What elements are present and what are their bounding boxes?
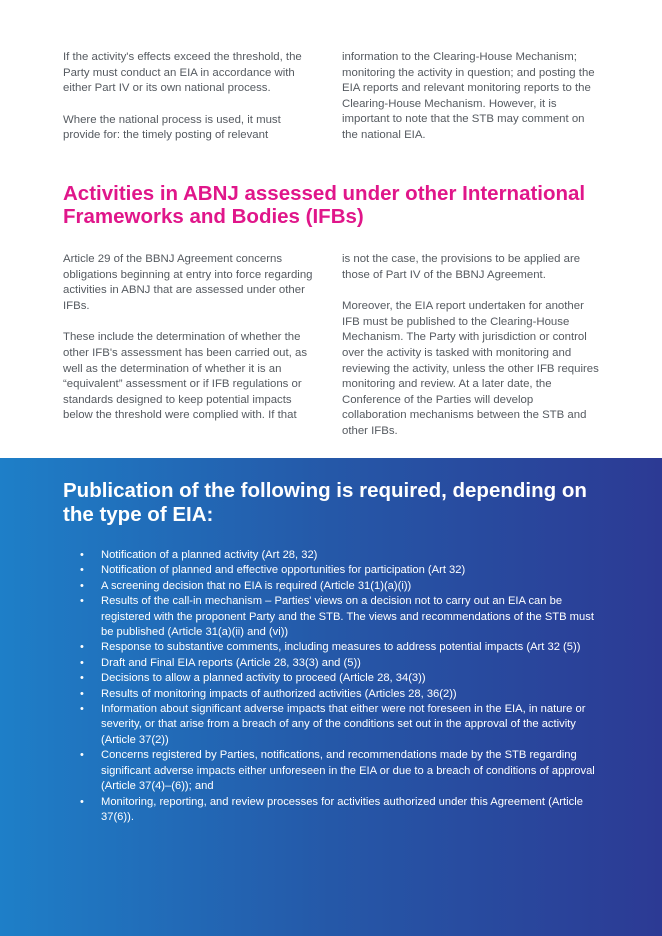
- list-item: [80, 594, 595, 640]
- publication-panel: [0, 458, 662, 936]
- intro-columns: [63, 50, 599, 144]
- paragraph: is not the case, the provisions to be applied are those of Part IV of the BBNJ Agreement.: [342, 253, 581, 281]
- list-item: [80, 748, 595, 794]
- list-item-text: Concerns registered by Parties, notifications, and recommendations made by the STB regarding significant adverse impacts either unforeseen in the EIA or due to a breach of conditions of approval (Article 37(4)–(6)); and: [101, 749, 595, 793]
- section-heading-ifb: Activities in ABNJ assessed under other International Frameworks and Bodies (IFBs): [63, 182, 586, 228]
- bullet-icon: •: [80, 672, 84, 685]
- list-item: [80, 656, 595, 671]
- list-item-text: Notification of a planned activity (Art 28, 32): [101, 549, 318, 561]
- list-item-text: Response to substantive comments, including measures to address potential impacts (Art 32 (5)): [101, 641, 581, 654]
- paragraph: These include the determination of whether the other IFB's assessment has been carried out, as well as the determination of whether it is an “equivalent” assessment or if IFB regulations or standards designed to keep potential impacts below the threshold were complied with. If that: [63, 331, 308, 422]
- list-item: [80, 579, 595, 594]
- bullet-icon: •: [80, 641, 84, 654]
- bullet-icon: •: [80, 749, 84, 762]
- paragraph: information to the Clearing-House Mechanism; monitoring the activity in question; and posting the EIA reports and relevant monitoring reports to the Clearing-House Mechanism. However, it is important to note that the STB may comment on the national EIA.: [342, 51, 595, 141]
- bullet-icon: •: [80, 579, 84, 592]
- ifb-left-column: [63, 252, 320, 440]
- list-item: [80, 548, 595, 563]
- bullet-icon: •: [80, 595, 84, 608]
- list-item-text: Notification of planned and effective opportunities for participation (Art 32): [101, 564, 466, 577]
- bullet-icon: •: [80, 687, 84, 700]
- list-item-text: A screening decision that no EIA is required (Article 31(1)(a)(i)): [101, 579, 412, 592]
- intro-left-column: [63, 50, 320, 144]
- list-item: [80, 640, 595, 655]
- list-item-text: Information about significant adverse impacts that either were not foreseen in the EIA, in nature or severity, or that arise from a breach of any of the conditions set out in the approval of the activity (Article 37(2)): [101, 703, 586, 746]
- bullet-icon: •: [80, 564, 84, 577]
- publication-list: [80, 548, 595, 825]
- bullet-icon: •: [80, 549, 84, 561]
- list-item: [80, 687, 595, 702]
- ifb-right-column: [342, 252, 599, 440]
- bullet-icon: •: [80, 656, 84, 669]
- list-item-text: Draft and Final EIA reports (Article 28, 33(3) and (5)): [101, 656, 361, 669]
- list-item: [80, 671, 595, 686]
- paragraph: Article 29 of the BBNJ Agreement concerns obligations beginning at entry into force regarding activities in ABNJ that are assessed under other IFBs.: [63, 253, 313, 312]
- list-item-text: Decisions to allow a planned activity to proceed (Article 28, 34(3)): [101, 672, 426, 685]
- intro-right-column: [342, 50, 599, 144]
- ifb-columns: [63, 252, 599, 440]
- list-item-text: Results of the call-in mechanism – Parties' views on a decision not to carry out an EIA can be registered with the proponent Party and the STB. The views and recommendations of the STB must be published (Article 31(a)(ii) and (vi)): [101, 595, 594, 639]
- bullet-icon: •: [80, 703, 84, 716]
- list-item-text: Monitoring, reporting, and review processes for activities authorized under this Agreement (Article 37(6)).: [101, 795, 583, 823]
- list-item: [80, 702, 595, 748]
- paragraph: Where the national process is used, it must provide for: the timely posting of relevant: [63, 113, 281, 142]
- list-item: [80, 563, 595, 578]
- paragraph: If the activity's effects exceed the threshold, the Party must conduct an EIA in accordance with either Part IV or its own national process.: [63, 51, 302, 95]
- paragraph: Moreover, the EIA report undertaken for another IFB must be published to the Clearing-House Mechanism. The Party with jurisdiction or control over the activity is tasked with monitoring and reviewing the activity, unless the other IFB requires monitoring and review. At a later date, the Conference of the Parties will develop collaboration mechanisms between the STB and other IFBs.: [342, 300, 599, 437]
- section-heading-publication: Publication of the following is required, depending on the type of EIA:: [63, 479, 587, 526]
- list-item: [80, 795, 595, 826]
- list-item-text: Results of monitoring impacts of authorized activities (Articles 28, 36(2)): [101, 687, 457, 700]
- bullet-icon: •: [80, 795, 84, 808]
